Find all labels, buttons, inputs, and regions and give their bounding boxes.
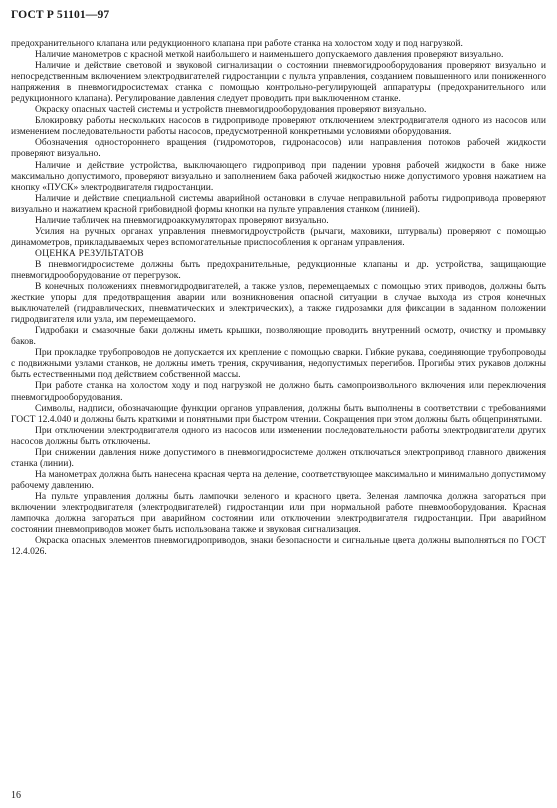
paragraph: Блокировку работы нескольких насосов в гидроприводе проверяют отключением электродвигателя одного из насосов или изменением последовательности работы насосов, предусмотренной конкретными условиями оборудования. — [11, 115, 546, 138]
paragraph: Окраску опасных частей системы и устройств пневмогидрооборудования проверяют визуально. — [35, 104, 427, 116]
paragraph: При прокладке трубопроводов не допускается их крепление с помощью сварки. Гибкие рукава, соединяющие трубопроводы с подвижными узлами станков, не должны иметь трения, скручивания, недопустимых перегибов. Прогибы этих рукавов должны быть естественными под действием собственной массы. — [11, 347, 546, 381]
paragraph: Наличие и действие специальной системы аварийной остановки в случае неправильной работы гидропривода проверяют визуально и нажатием красной грибовидной формы кнопки на пульте управления станком (линией). — [11, 192, 546, 215]
standard-header: ГОСТ Р 51101—97 — [11, 8, 110, 21]
paragraph: Наличие манометров с красной меткой наибольшего и наименьшего допускаемого давления проверяют визуально. — [35, 49, 504, 61]
paragraph: В конечных положениях пневмогидродвигателей, а также узлов, перемещаемых с помощью этих приводов, должны быть жесткие упоры для предотвращения аварии или возникновения опасной ситуации в случае выхода из строя конечных выключателей (гидравлических, пневматических и электрических), а также гидрозамки для фиксации в заданном положении гидродвигателя или узла, им перемещаемого. — [11, 281, 546, 326]
paragraph: При отключении электродвигателя одного из насосов или изменении последовательности работы электродвигатели других насосов должны быть отключены. — [11, 424, 546, 447]
paragraph: В пневмогидросистеме должны быть предохранительные, редукционные клапаны и др. устройства, защищающие пневмогидрооборудование от перегрузок. — [11, 258, 546, 281]
paragraph: Наличие и действие устройства, выключающего гидропривод при падении уровня рабочей жидкости в баке ниже максимально допустимого, проверяют визуально и заполнением бака рабочей жидкостью ниже допустимого уровня нажатием на кнопку «ПУСК» электродвигателя гидростанции. — [11, 159, 546, 193]
document-body — [11, 38, 546, 557]
paragraph: На пульте управления должны быть лампочки зеленого и красного цвета. Зеленая лампочка должна загораться при включении электродвигателя (электродвигателей) гидростанции или при нормальной работе пневмооборудования. Красная лампочка должна загораться при аварийном состоянии или отключении электродвигателя гидростанции. При аварийном состоянии пневмоприводов может быть использована также и звуковая сигнализация. — [11, 490, 546, 536]
paragraph: При работе станка на холостом ходу и под нагрузкой не должно быть самопроизвольного включения или переключения пневмогидрооборудования. — [11, 380, 546, 403]
paragraph: Окраска опасных элементов пневмогидроприводов, знаки безопасности и сигнальные цвета должны выполняться по ГОСТ 12.4.026. — [11, 535, 546, 558]
paragraph: Наличие и действие световой и звуковой сигнализации о состоянии пневмогидрооборудования проверяют визуально и непосредственным включением электродвигателей гидростанции с пульта управления, созданием повышенного или пониженного напряжения в пневмогидросистемах станка с помощью контрольно-регулирующей аппаратуры (предохранительного или редукционного клапана). Регулирование давления следует проводить при выключенном станке. — [11, 60, 546, 105]
paragraph: Гидробаки и смазочные баки должны иметь крышки, позволяющие проводить внутренний осмотр, очистку и промывку баков. — [11, 325, 546, 348]
paragraph: Наличие табличек на пневмогидроаккумуляторах проверяют визуально. — [35, 214, 329, 226]
page-number: 16 — [11, 790, 21, 801]
paragraph: При снижении давления ниже допустимого в пневмогидросистеме должен отключаться электропривод главного движения станка (линии). — [11, 446, 546, 469]
paragraph: Символы, надписи, обозначающие функции органов управления, должны быть выполнены в соответствии с требованиями ГОСТ 12.4.040 и должны быть краткими и понятными при быстром чтении. Сокращения при этом должны быть общепринятыми. — [11, 402, 546, 425]
paragraph: На манометрах должна быть нанесена красная черта на деление, соответствующее максимально и минимально допустимому рабочему давлению. — [11, 468, 546, 491]
section-heading: ОЦЕНКА РЕЗУЛЬТАТОВ — [35, 247, 144, 259]
paragraph: Усилия на ручных органах управления пневмогидроустройств (рычаги, маховики, штурвалы) проверяют с помощью динамометров, прикладываемых через вспомогательные приспособления к органам управления. — [11, 225, 546, 248]
paragraph: предохранительного клапана или редукционного клапана при работе станка на холостом ходу и под нагрузкой. — [11, 38, 463, 49]
paragraph: Обозначения одностороннего вращения (гидромоторов, гидронасосов) или направления потоков рабочей жидкости проверяют визуально. — [11, 137, 546, 160]
